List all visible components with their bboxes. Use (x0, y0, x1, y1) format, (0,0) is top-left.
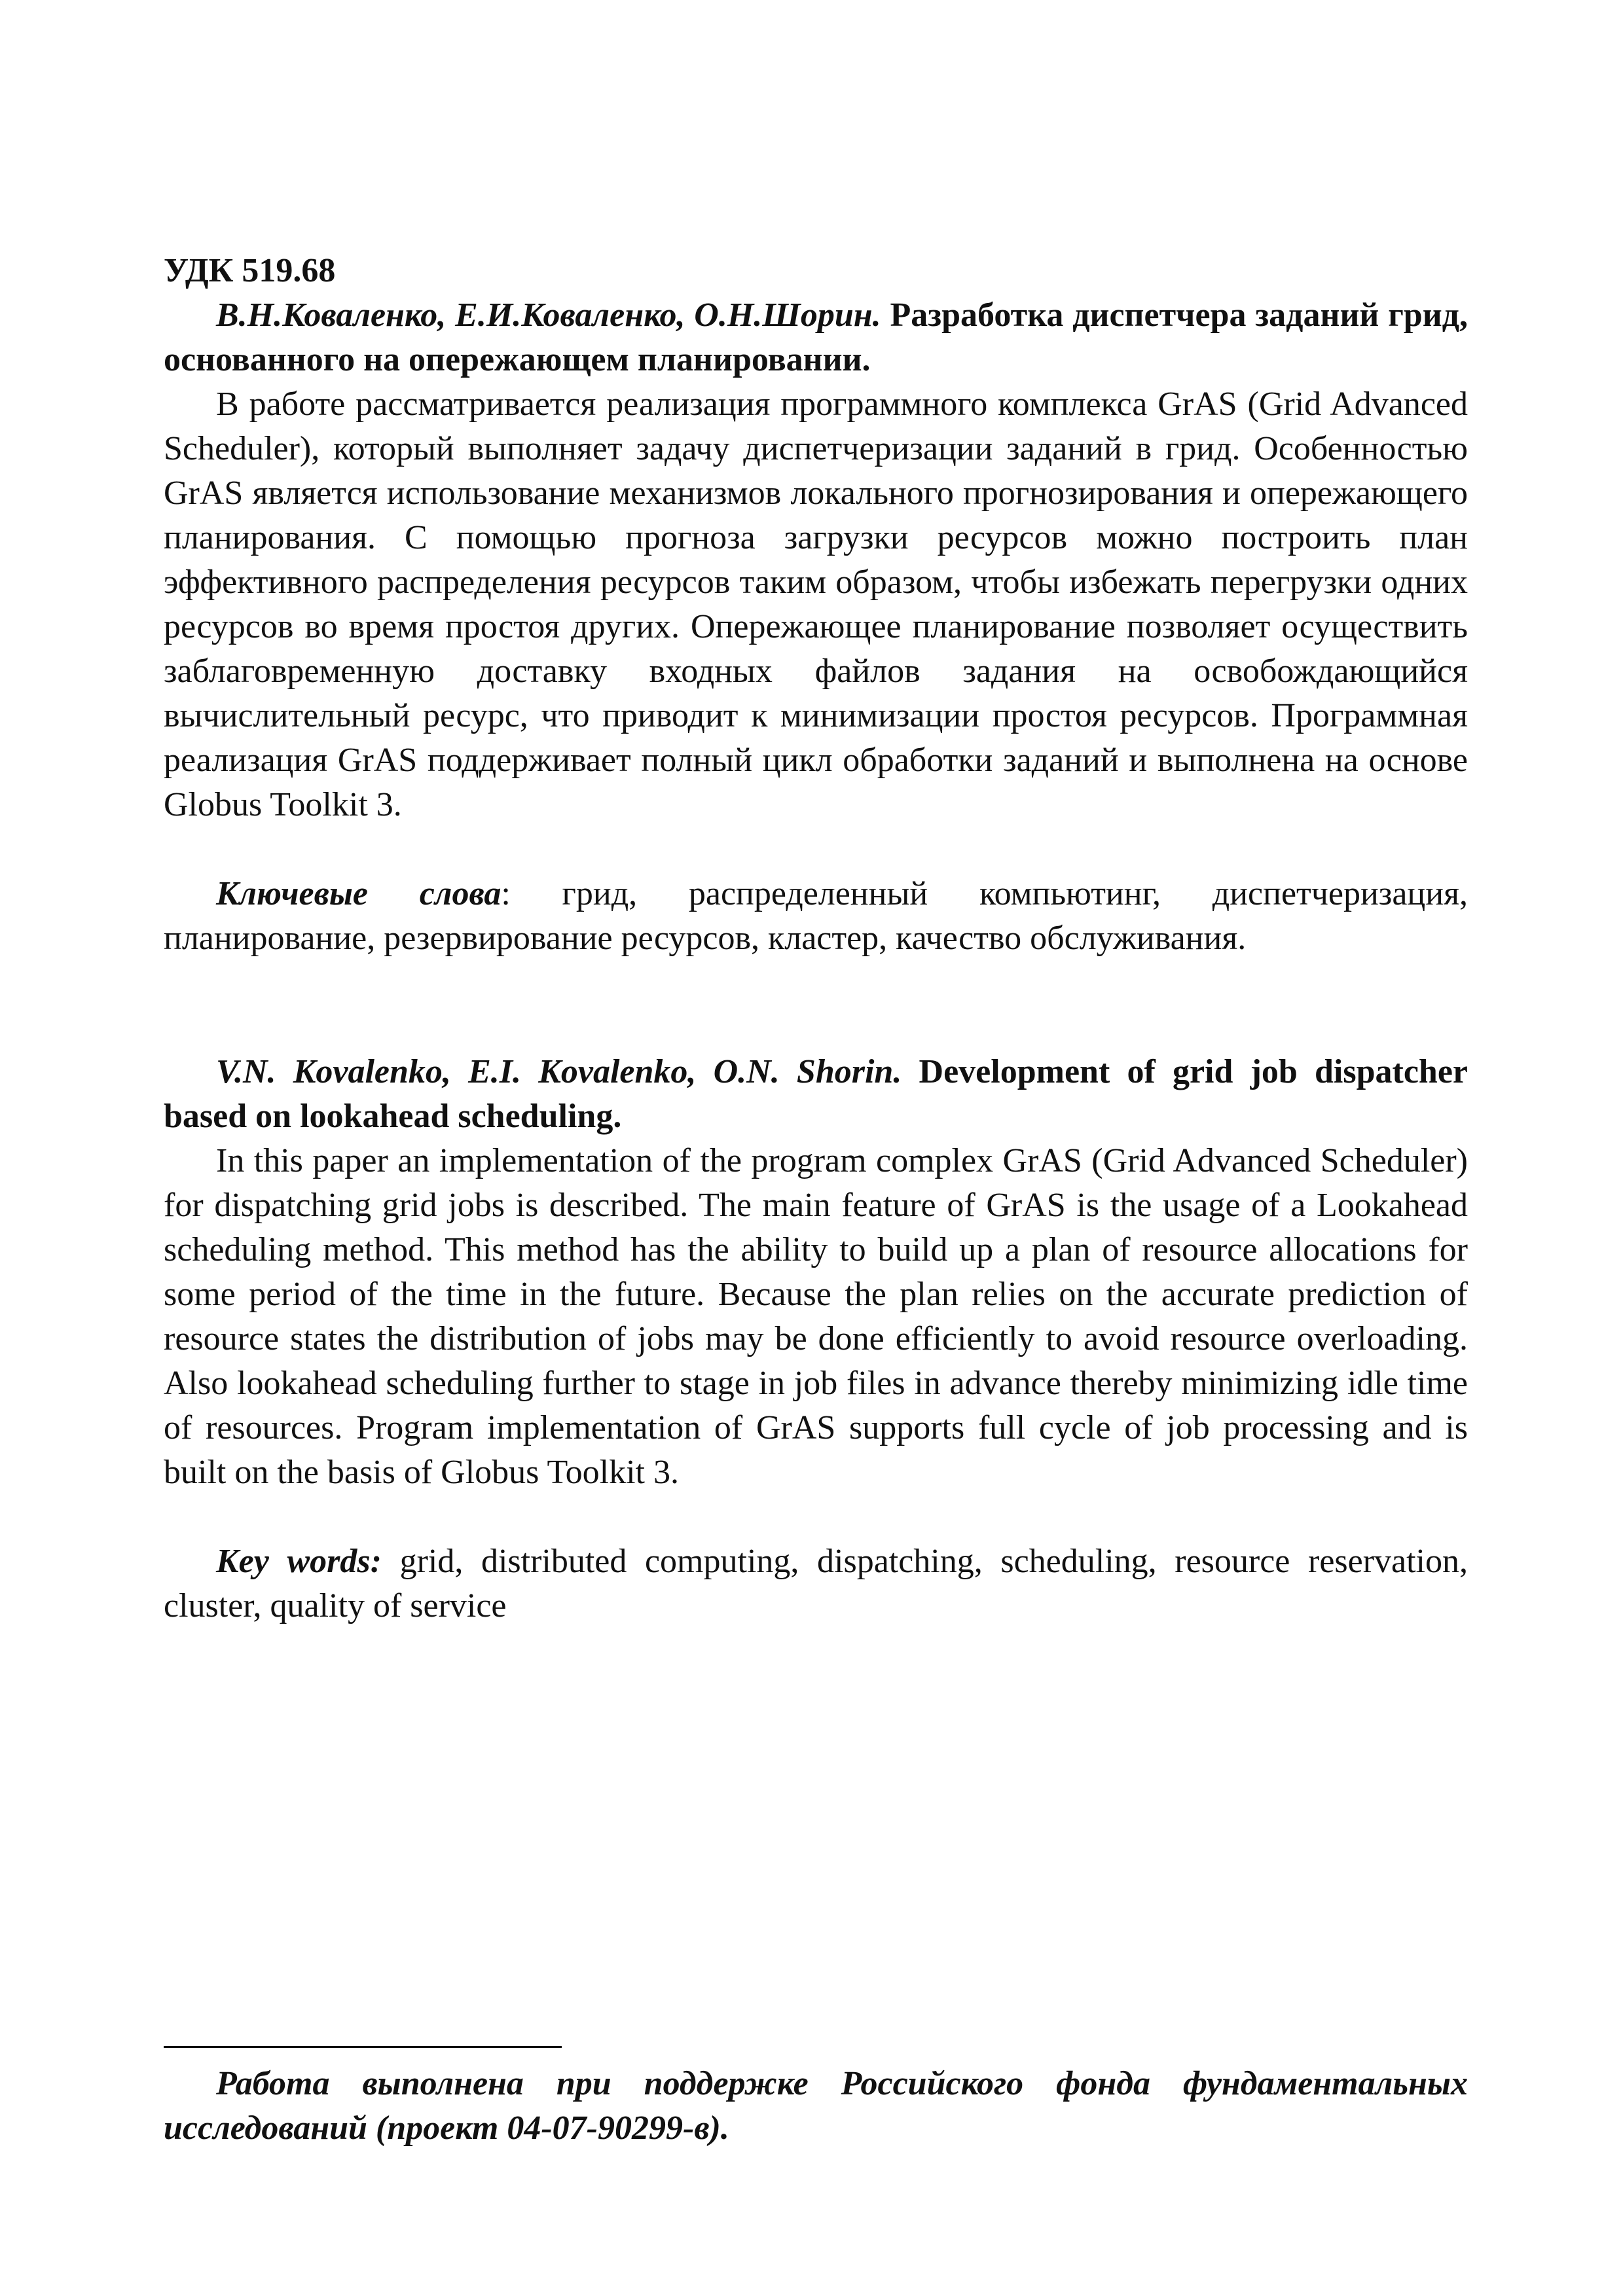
ru-keywords-block (164, 872, 1468, 961)
en-title-block (164, 1050, 1468, 1139)
footnote-divider (164, 2046, 562, 2048)
en-keywords-block (164, 1539, 1468, 1628)
ru-abstract: В работе рассматривается реализация программного комплекса GrAS (Grid Advanced Scheduler), который выполняет задачу диспетчеризации заданий в грид. Особенностью GrAS является использование механизмов локального прогнозирования и опережающего планирования. С помощью прогноза загрузки ресурсов можно построить план эффективного распределения ресурсов таким образом, чтобы избежать перегрузки одних ресурсов во время простоя других. Опережающее планирование позволяет осуществить заблаговременную доставку входных файлов задания на освобождающийся вычислительный ресурс, что приводит к минимизации простоя ресурсов. Программная реализация GrAS поддерживает полный цикл обработки заданий и выполнена на основе Globus Toolkit 3. (164, 386, 1468, 823)
en-keywords: grid, distributed computing, dispatching, scheduling, resource reservation, cluster, quality of service (164, 1543, 1468, 1624)
udk-code: УДК 519.68 (164, 252, 336, 289)
en-abstract: In this paper an implementation of the program complex GrAS (Grid Advanced Scheduler) for dispatching grid jobs is described. The main feature of GrAS is the usage of a Lookahead scheduling method. This method has the ability to build up a plan of resource allocations for some period of the time in the future. Because the plan relies on the accurate prediction of resource states the distribution of jobs may be done efficiently to avoid resource overloading. Also lookahead scheduling further to stage in job files in advance thereby minimizing idle time of resources. Program implementation of GrAS supports full cycle of job processing and is built on the basis of Globus Toolkit 3. (164, 1142, 1468, 1491)
ru-keywords-separator: : (501, 875, 511, 912)
en-title: Development of grid job dispatcher based on lookahead scheduling. (164, 1053, 1468, 1135)
ru-authors: В.Н.Коваленко, Е.И.Коваленко, О.Н.Шорин. (216, 296, 881, 334)
ru-title-block (164, 293, 1468, 382)
en-authors: V.N. Kovalenko, E.I. Kovalenko, O.N. Shorin. (216, 1053, 902, 1090)
footnote: Работа выполнена при поддержке Российского фонда фундаментальных исследований (проект 04-07-90299-в). (164, 2065, 1468, 2147)
paper-page (164, 249, 1468, 1628)
ru-title: Разработка диспетчера заданий грид, основанного на опережающем планировании. (164, 296, 1468, 378)
ru-keywords: грид, распределенный компьютинг, диспетчеризация, планирование, резервирование ресурсов, кластер, качество обслуживания. (164, 875, 1468, 957)
en-keywords-label: Key words: (216, 1543, 382, 1580)
spacer (164, 961, 1468, 1050)
ru-keywords-label: Ключевые слова (216, 875, 501, 912)
spacer (164, 827, 1468, 872)
spacer (164, 1495, 1468, 1539)
